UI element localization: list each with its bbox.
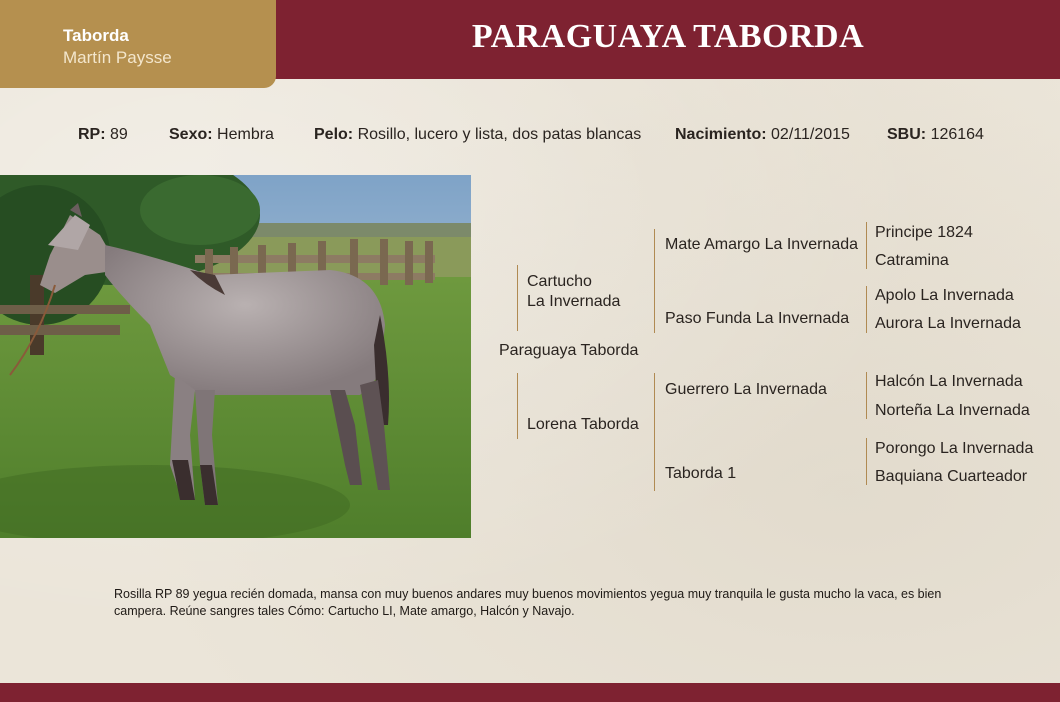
rp-label: RP: — [78, 126, 106, 143]
sexo-value: Hembra — [217, 126, 274, 143]
sbu-value: 126164 — [930, 126, 984, 143]
pedigree-sds: Apolo La Invernada — [875, 287, 1014, 304]
pedigree-line-dd — [866, 438, 867, 485]
pedigree-ddd: Baquiana Cuarteador — [875, 468, 1028, 485]
breeder-owner: Martín Paysse — [63, 48, 172, 67]
horse-title: PARAGUAYA TABORDA — [471, 18, 865, 55]
pedigree-dds: Porongo La Invernada — [875, 440, 1034, 457]
pedigree-line-sire — [517, 265, 518, 331]
breeder-name: Taborda — [63, 26, 129, 45]
pelo-label: Pelo: — [314, 126, 354, 143]
pedigree-dsd: Norteña La Invernada — [875, 402, 1030, 419]
pedigree-dam-dam: Taborda 1 — [665, 465, 737, 482]
footer-bar — [0, 683, 1060, 702]
info-nacimiento — [675, 126, 850, 144]
pedigree-sdd: Aurora La Invernada — [875, 315, 1021, 332]
pedigree-sss: Principe 1824 — [875, 224, 973, 241]
pelo-value: Rosillo, lucero y lista, dos patas blancas — [357, 126, 642, 143]
pedigree-line-sd — [866, 286, 867, 333]
sexo-label: Sexo: — [169, 126, 213, 143]
pedigree-sire-dam: Paso Funda La Invernada — [665, 310, 850, 327]
pedigree-subject: Paraguaya Taborda — [499, 342, 639, 359]
pedigree-dam-sire: Guerrero La Invernada — [665, 381, 827, 398]
info-rp — [78, 126, 128, 144]
pedigree-line-dam — [517, 373, 518, 439]
pedigree-sire-line2: La Invernada — [527, 293, 621, 310]
horse-photo — [0, 175, 471, 538]
description-text: Rosilla RP 89 yegua recién domada, mansa con muy buenos andares muy buenos movimientos yegua muy tranquila le gusta mucho la vaca, es bien campera. Reúne sangres tales Cómo: Cartucho LI, Mate amargo, Halcón y Navajo. — [114, 587, 942, 618]
pedigree-dam: Lorena Taborda — [527, 416, 639, 433]
pedigree-ssd: Catramina — [875, 252, 949, 269]
nacimiento-label: Nacimiento: — [675, 126, 767, 143]
pedigree-sire-line1: Cartucho — [527, 273, 592, 290]
pedigree-line-ds — [866, 372, 867, 419]
sbu-label: SBU: — [887, 126, 927, 143]
nacimiento-value: 02/11/2015 — [771, 126, 850, 143]
pedigree-line-dam-parents — [654, 373, 655, 491]
info-pelo — [314, 126, 641, 144]
rp-value: 89 — [110, 126, 128, 143]
pedigree-dss: Halcón La Invernada — [875, 373, 1023, 390]
pedigree-sire-sire: Mate Amargo La Invernada — [665, 236, 859, 253]
breeder-box — [0, 0, 276, 88]
info-sbu — [887, 126, 984, 144]
pedigree-line-ss — [866, 222, 867, 269]
info-sexo — [169, 126, 274, 144]
pedigree-line-sire-parents — [654, 229, 655, 333]
